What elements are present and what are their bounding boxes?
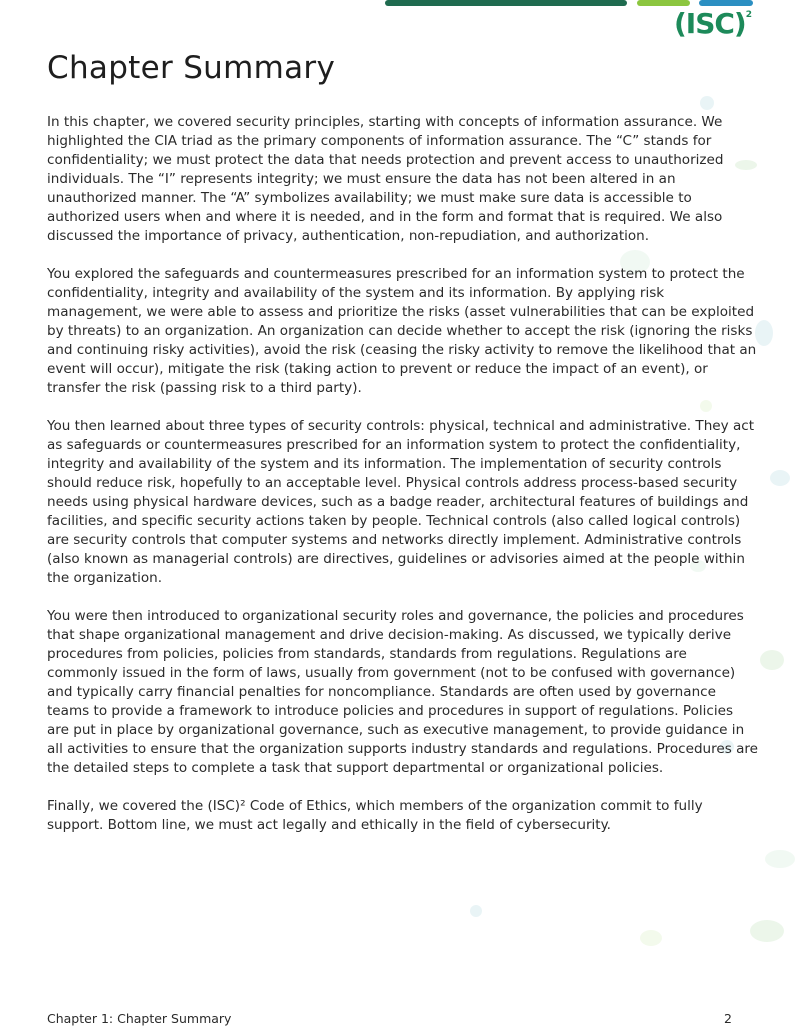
footer-chapter-label: Chapter 1: Chapter Summary (47, 1011, 232, 1026)
paragraph: In this chapter, we covered security principles, starting with concepts of information assurance. We highlighted the CIA triad as the primary components of information assurance. The “C” stands for confidentiality; we must protect the data that needs protection and prevent access to unauthorized individuals. The “I” represents integrity; we must ensure the data has not been altered in an unauthorized manner. The “A” symbolizes availability; we must make sure data is accessible to authorized users when and where it is needed, and in the form and format that is required. We also discussed the importance of privacy, authentication, non-repudiation, and authorization. (47, 114, 724, 244)
footer-bar-dark-green (385, 0, 627, 6)
summary-body (47, 113, 759, 854)
decorative-dot (770, 470, 790, 486)
decorative-dot (750, 920, 784, 942)
decorative-dot (760, 650, 784, 670)
isc2-logo: (ISC)$^2$ (674, 7, 752, 40)
paragraph: You were then introduced to organizational security roles and governance, the policies and procedures that shape organizational management and drive decision-making. As discussed, we typically derive procedures from policies, policies from standards, standards from regulations. Regulations are commonly issued in the form of laws, usually from government (not to be confused with governance) and typically carry financial penalties for noncompliance. Standards are often used by governance teams to provide a framework to introduce policies and procedures in support of regulations. Policies are put in place by organizational governance, such as executive management, to provide guidance in all activities to ensure that the organization supports industry standards and regulations. Procedures are the detailed steps to complete a task that support departmental or organizational policies. (47, 608, 759, 776)
decorative-dot (640, 930, 662, 946)
footer-bar-blue (699, 0, 753, 6)
footer-page-number: 2 (724, 1011, 732, 1026)
paragraph: Finally, we covered the (ISC)² Code of Ethics, which members of the organization commit to fully support. Bottom line, we must act legally and ethically in the field of cybersecurity. (47, 798, 703, 833)
paragraph: You explored the safeguards and countermeasures prescribed for an information system to protect the confidentiality, integrity and availability of the system and its information. By applying risk management, we were able to assess and prioritize the risks (asset vulnerabilities that can be exploited by threats) to an organization. An organization can decide whether to accept the risk (ignoring the risks and continuing risky activities), avoid the risk (ceasing the risky activity to remove the likelihood that an event will occur), mitigate the risk (taking action to prevent or reduce the impact of an event), or transfer the risk (passing risk to a third party). (47, 266, 757, 396)
decorative-dot (765, 850, 795, 868)
footer-bar-light-green (637, 0, 690, 6)
decorative-dot (700, 96, 714, 110)
paragraph: You then learned about three types of security controls: physical, technical and administrative. They act as safeguards or countermeasures prescribed for an information system to protect the confidentiality, integrity and availability of the system and its information. The implementation of security controls should reduce risk, hopefully to an acceptable level. Physical controls address process-based security needs using physical hardware devices, such as a badge reader, architectural features of buildings and facilities, and specific security actions taken by people. Technical controls (also called logical controls) are security controls that computer systems and networks directly implement. Administrative controls (also known as managerial controls) are directives, guidelines or advisories aimed at the people within the organization. (47, 418, 755, 586)
decorative-dot (470, 905, 482, 917)
page-title: Chapter Summary (47, 50, 336, 86)
